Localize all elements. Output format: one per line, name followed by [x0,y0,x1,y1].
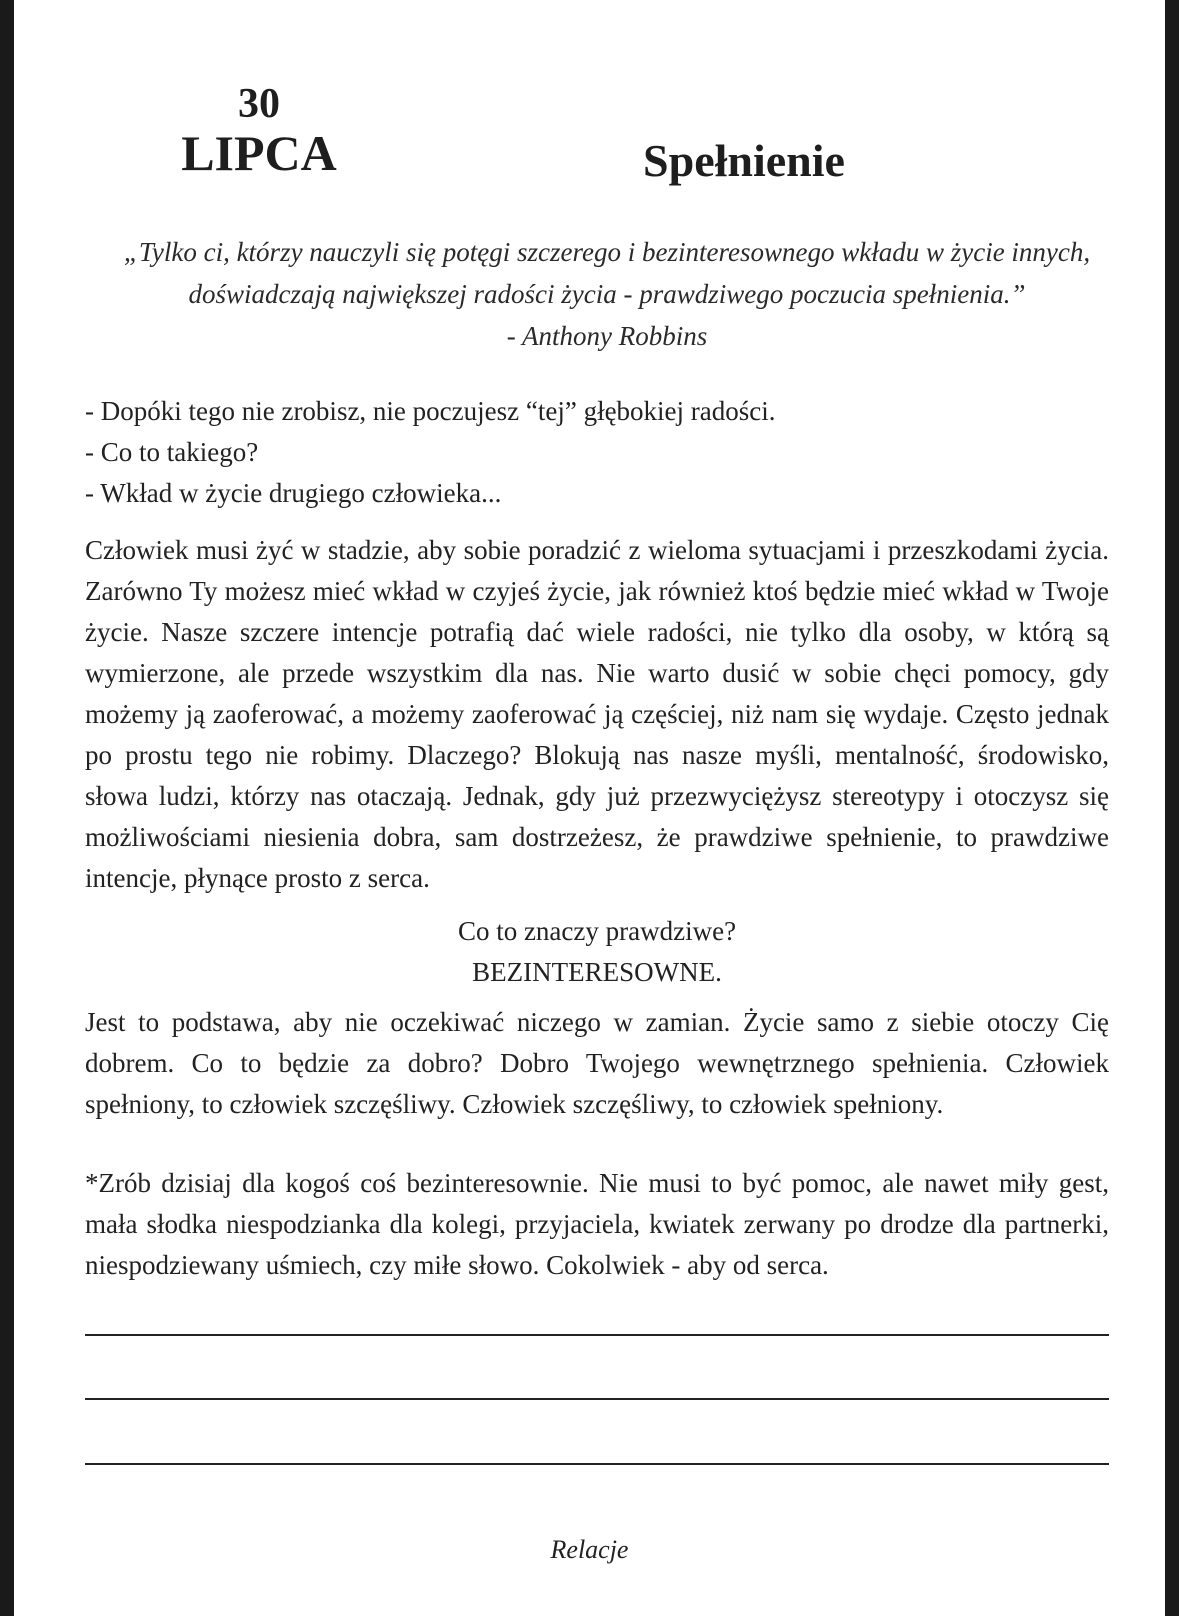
date-month: LIPCA [181,125,337,181]
quote-line-2: doświadczają największej radości życia - prawdziwego poczucia spełnienia.” [188,279,1026,309]
epigraph-quote [84,231,1130,357]
paragraph-conclusion: Jest to podstawa, aby nie oczekiwać niczego w zamian. Życie samo z siebie otoczy Cię dobrem. Co to będzie za dobro? Dobro Twojego wewnętrznego spełnienia. Człowiek spełniony, to człowiek szczęśliwy. Człowiek szczęśliwy, to człowiek spełniony. [85,1007,1109,1119]
paragraph-main: Człowiek musi żyć w stadzie, aby sobie poradzić z wieloma sytuacjami i przeszkodami życia. Zarówno Ty możesz mieć wkład w czyjeś życie, jak również ktoś będzie mieć wkład w Twoje życie. Nasze szczere intencje potrafią dać wiele radości, nie tylko dla osoby, w którą są wymierzone, ale przede wszystkim dla nas. Nie warto dusić w sobie chęci pomocy, gdy możemy ją zaoferować, a możemy zaoferować ją częściej, niż nam się wydaje. Często jednak po prostu tego nie robimy. Dlaczego? Blokują nas nasze myśli, mentalność, środowisko, słowa ludzi, którzy nas otaczają. Jednak, gdy już przezwyciężysz stereotypy i otoczysz się możliwościami niesienia dobra, sam dostrzeżesz, że prawdziwe spełnienie, to prawdziwe intencje, płynące prosto z serca. [85,535,1109,893]
centered-question-block [85,911,1109,993]
daily-task: *Zrób dzisiaj dla kogoś coś bezinteresownie. Nie musi to być pomoc, ale nawet miły gest, mała słodka niespodzianka dla kolegi, przyjaciela, kwiatek zerwany po drodze dla partnerki, niespodziewany uśmiech, czy miłe słowo. Cokolwiek - aby od serca. [85,1168,1109,1280]
section-footer: Relacje [550,1535,629,1564]
writing-line [85,1398,1109,1400]
writing-line [85,1334,1109,1336]
centered-answer: BEZINTERESOWNE. [472,957,722,987]
dialog-line: - Dopóki tego nie zrobisz, nie poczujesz “tej” głębokiej radości. [85,396,776,426]
quote-author: - Anthony Robbins [506,321,708,351]
date-block [164,82,354,180]
dialog-line: - Wkład w życie drugiego człowieka... [85,478,502,508]
date-day: 30 [238,81,280,127]
centered-question: Co to znaczy prawdziwe? [457,916,737,946]
quote-line-1: „Tylko ci, którzy nauczyli się potęgi szczerego i bezinteresownego wkładu w życie innych, [123,237,1091,267]
dialog-line: - Co to takiego? [85,437,259,467]
page-title: Spełnienie [643,135,845,186]
book-page [14,0,1165,1616]
writing-line [85,1463,1109,1465]
dialog-block [85,391,1109,514]
